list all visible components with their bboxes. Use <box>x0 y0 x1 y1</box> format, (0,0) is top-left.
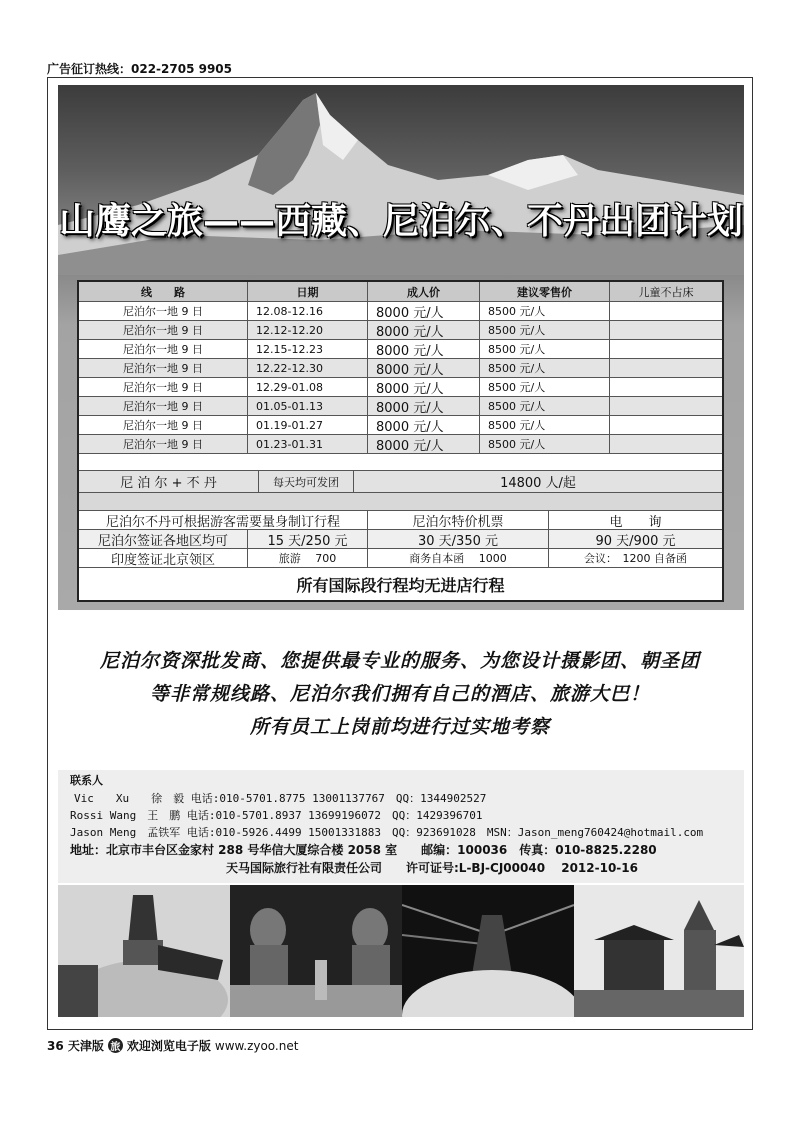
bhutan-row <box>79 471 722 493</box>
route-cell: 尼泊尔一地 9 日 <box>79 302 248 320</box>
route-cell: 尼泊尔一地 9 日 <box>79 359 248 377</box>
company-license: 天马国际旅行社有限责任公司 许可证号:L-BJ-CJ00040 2012-10-16 <box>226 861 638 875</box>
bhutan-route: 尼 泊 尔 + 不 丹 <box>79 471 259 492</box>
contact-vic-xu: Vic Xu 徐 毅 电话:010-5701.8775 13001137767 QQ：1344902527 <box>74 792 487 805</box>
adult-price-cell: 8000 元/人 <box>368 378 480 396</box>
route-cell: 尼泊尔一地 9 日 <box>79 378 248 396</box>
retail-price-cell: 8500 元/人 <box>480 321 610 339</box>
visa-india-business: 商务自本函 1000 <box>368 549 549 567</box>
page-footer <box>47 1037 298 1054</box>
child-cell <box>610 340 722 358</box>
adult-price-cell: 8000 元/人 <box>368 435 480 453</box>
date-cell: 12.29-01.08 <box>248 378 368 396</box>
col-retail-price: 建议零售价 <box>480 282 610 301</box>
adult-price-cell: 8000 元/人 <box>368 340 480 358</box>
adult-price-cell: 8000 元/人 <box>368 416 480 434</box>
nepal-ticket: 尼泊尔特价机票 <box>368 511 549 529</box>
temples-photo <box>574 885 744 1017</box>
site-link[interactable]: www.zyoo.net <box>214 1038 299 1053</box>
adult-price-cell: 8000 元/人 <box>368 359 480 377</box>
page-number: 36 天津版 <box>47 1039 104 1053</box>
table-row <box>79 302 722 321</box>
visa-india-tourism: 旅游 700 <box>248 549 368 567</box>
child-cell <box>610 302 722 320</box>
date-cell: 01.19-01.27 <box>248 416 368 434</box>
table-header <box>79 282 722 302</box>
adult-price-cell: 8000 元/人 <box>368 302 480 320</box>
hero-title: 山鹰之旅——西藏、尼泊尔、不丹出团计划 <box>58 200 743 242</box>
retail-price-cell: 8500 元/人 <box>480 416 610 434</box>
col-child: 儿童不占床 <box>638 285 694 299</box>
statues-photo <box>230 885 402 1017</box>
retail-price-cell: 8500 元/人 <box>480 340 610 358</box>
child-cell <box>610 359 722 377</box>
child-cell <box>610 397 722 415</box>
date-cell: 12.08-12.16 <box>248 302 368 320</box>
visa-90-days: 90 天/900 元 <box>595 533 676 548</box>
date-cell: 01.23-01.31 <box>248 435 368 453</box>
visa-india-label: 印度签证北京领区 <box>79 549 248 567</box>
slogan-line-2: 等非常规线路、尼泊尔我们拥有自己的酒店、旅游大巴！ <box>149 683 650 705</box>
table-spacer <box>79 454 722 471</box>
route-cell: 尼泊尔一地 9 日 <box>79 321 248 339</box>
ad-hotline: 广告征订热线：022-2705 9905 <box>47 62 233 76</box>
flags-stupa-photo <box>402 885 574 1017</box>
visa-nepal-label: 尼泊尔签证各地区均可 <box>79 530 248 548</box>
child-cell <box>610 378 722 396</box>
contact-section <box>58 770 744 883</box>
contact-rossi-wang: Rossi Wang 王 鹏 电话:010-5701.8937 13699196072 QQ：1429396701 <box>70 809 483 822</box>
table-row <box>79 359 722 378</box>
table-row <box>79 435 722 454</box>
retail-price-cell: 8500 元/人 <box>480 378 610 396</box>
brand-logo: 旅 <box>108 1038 123 1053</box>
retail-price-cell: 8500 元/人 <box>480 302 610 320</box>
table-row <box>79 340 722 359</box>
date-cell: 12.15-12.23 <box>248 340 368 358</box>
bhutan-price: 14800 人/起 <box>500 476 576 491</box>
table-row <box>79 416 722 435</box>
date-cell: 12.12-12.20 <box>248 321 368 339</box>
visa-30-days: 30 天/350 元 <box>368 530 549 548</box>
hero-banner <box>58 85 744 275</box>
route-cell: 尼泊尔一地 9 日 <box>79 397 248 415</box>
custom-itinerary: 尼泊尔不丹可根据游客需要量身制订行程 <box>79 511 368 529</box>
date-cell: 01.05-01.13 <box>248 397 368 415</box>
visa-15-days: 15 天/250 元 <box>248 530 368 548</box>
route-cell: 尼泊尔一地 9 日 <box>79 435 248 453</box>
adult-price-cell: 8000 元/人 <box>368 321 480 339</box>
child-cell <box>610 321 722 339</box>
route-cell: 尼泊尔一地 9 日 <box>79 340 248 358</box>
contact-jason-meng: Jason Meng 孟铁军 电话:010-5926.4499 15001331883 QQ：923691028 MSN：Jason_meng760424@hotmail.com <box>70 826 704 839</box>
table-spacer <box>79 493 722 511</box>
col-adult-price: 成人价 <box>368 282 480 301</box>
no-shopping-note: 所有国际段行程均无进店行程 <box>79 568 722 600</box>
adult-price-cell: 8000 元/人 <box>368 397 480 415</box>
visa-india-meeting: 会议： 1200 自备函 <box>584 552 687 565</box>
slogan-line-3: 所有员工上岗前均进行过实地考察 <box>249 716 550 738</box>
company-address: 地址：北京市丰台区金家村 288 号华信大厦综合楼 2058 室 邮编：100036 传真：010-8825.2280 <box>70 843 657 857</box>
child-cell <box>610 435 722 453</box>
contacts-title: 联系人 <box>70 774 103 787</box>
retail-price-cell: 8500 元/人 <box>480 397 610 415</box>
retail-price-cell: 8500 元/人 <box>480 435 610 453</box>
date-cell: 12.22-12.30 <box>248 359 368 377</box>
route-cell: 尼泊尔一地 9 日 <box>79 416 248 434</box>
table-row <box>79 321 722 340</box>
visa-nepal-row <box>79 530 722 549</box>
custom-row <box>79 511 722 530</box>
price-table <box>77 280 724 602</box>
retail-price-cell: 8500 元/人 <box>480 359 610 377</box>
child-cell <box>610 416 722 434</box>
stupa-photo <box>58 885 230 1017</box>
table-row <box>79 397 722 416</box>
col-route: 线 路 <box>79 282 248 301</box>
visa-india-row <box>79 549 722 568</box>
photo-strip <box>58 885 744 1017</box>
phone-inquiry: 电 询 <box>609 514 662 529</box>
slogan-line-1: 尼泊尔资深批发商、您提供最专业的服务、为您设计摄影团、朝圣团 <box>99 650 700 672</box>
mountain-image <box>58 85 744 275</box>
bhutan-departure: 每天均可发团 <box>259 471 354 492</box>
welcome-text: 欢迎浏览电子版 <box>126 1039 211 1053</box>
col-date: 日期 <box>248 282 368 301</box>
table-row <box>79 378 722 397</box>
